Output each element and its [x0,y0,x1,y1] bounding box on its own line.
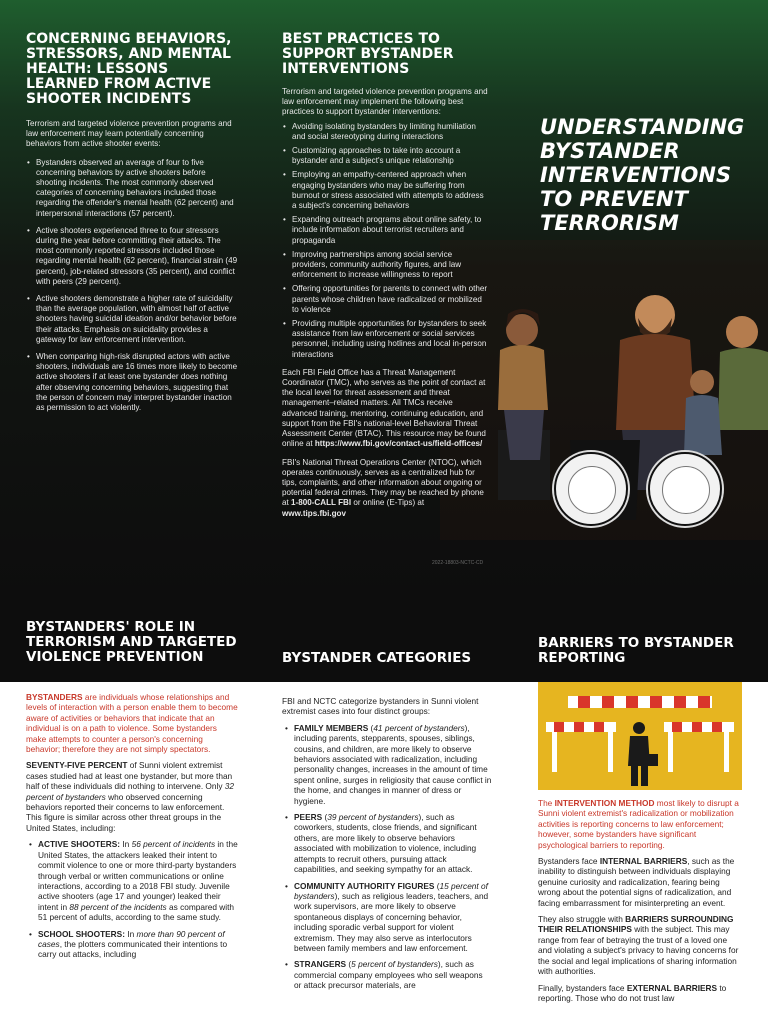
list-item: • Avoiding isolating bystanders by limiting humiliation and social stereotyping during interactions [282,122,488,142]
heading-best-practices: BEST PRACTICES TO SUPPORT BYSTANDER INTERVENTIONS [282,31,454,77]
item-lead: ACTIVE SHOOTERS: [38,839,121,850]
heading-bystander-categories: BYSTANDER CATEGORIES [282,650,472,666]
category-percent: 41 percent of bystanders [373,722,465,733]
intro-best-practices: Terrorism and targeted violence prevention programs and law enforcement may implement the following best practices to support bystander interventions: [282,87,488,117]
heading-barriers: BARRIERS TO BYSTANDER REPORTING [538,635,734,666]
column-concerning-behaviors [26,32,238,420]
term-bystanders: BYSTANDERS [26,692,83,702]
term-intervention-method: INTERVENTION METHOD [554,798,655,808]
item-text-b: , the plotters communicated their intentions to carry out attacks, including [38,938,228,960]
tmc-link[interactable]: https://www.fbi.gov/contact-us/field-offices/ [314,439,483,449]
stat-lead: SEVENTY-FIVE PERCENT [26,760,128,771]
list-item: • Employing an empathy-centered approach when engaging bystanders who may be suffering from burnout or stress associated with attempts to address a subject's concerning behaviors [282,170,488,211]
list-item: • Customizing approaches to take into account a bystander and a subject's unique relationship [282,146,488,166]
item-emphasis-2: 88 percent of the incidents [69,901,167,912]
relationship-barriers-paragraph [538,914,742,976]
intervention-method-paragraph [538,798,742,850]
list-item: • Providing multiple opportunities for bystanders to seek assistance from law enforcement or social services personnel, including using hotlines and local in-person interactions [282,319,488,360]
list-item: • STRANGERS (5 percent of bystanders), such as commercial company employees who sell weapons or attack precursor materials, are [282,959,492,990]
category-name: PEERS [294,812,323,823]
text: They also struggle with [538,914,623,925]
term-internal-barriers: INTERNAL BARRIERS [599,856,688,867]
stat-text-cont: who observed concerning behaviors reported their concerns to law enforcement. This figure is similar across other threat groups in the United States, including: [26,791,225,833]
categories-intro: FBI and NCTC categorize bystanders in Sunni violent extremist cases into four distinct groups: [282,696,479,717]
item-text: In [127,928,135,939]
item-text-c: as compared with 51 percent of adults, according to the same study. [38,901,235,923]
category-list [282,723,492,991]
tmc-paragraph [282,368,488,450]
term-external-barriers: EXTERNAL BARRIERS [626,982,718,993]
category-percent: 39 percent of bystanders [327,812,419,823]
category-percent: 5 percent of bystanders [351,959,438,970]
list-item: • Active shooters demonstrate a higher rate of suicidality than the average population, with almost half of active shooters having suicidal ideation and/or behavior before their attacks. Emphasis on suicidality provides a gateway for law enforcement intervention. [26,294,238,345]
heading-bystanders-role: BYSTANDERS' ROLE IN TERRORISM AND TARGETED VIOLENCE PREVENTION [26,619,237,665]
internal-barriers-paragraph [538,856,742,908]
stat-emphasis: 32 percent of bystanders [26,781,235,802]
external-barriers-paragraph [538,983,742,1004]
text: with the subject. This may range from fear of betraying the trust of a loved one and violating a subject's privacy to having concerns for the social and legal implications of sharing information with authorities. [538,924,739,977]
heading-concerning-behaviors: CONCERNING BEHAVIORS, STRESSORS, AND MENTAL HEALTH: LESSONS LEARNED FROM ACTIVE SHOOTER INCIDENTS [26,31,232,107]
item-emphasis: more than 90 percent of cases [38,928,225,949]
text: The [538,798,553,808]
item-text-b: in the United States, the attackers leaked their intent to commit violence to one or more third-party bystanders through verbal or written communications or online interactions, according to a 2018 FBI study. Juvenile active shooters (age 17 and younger) leaked their intent in [38,839,238,912]
term-relationship-barriers: BARRIERS SURROUNDING THEIR RELATIONSHIPS [538,914,734,935]
list-item: • COMMUNITY AUTHORITY FIGURES (15 percent of bystanders), such as religious leaders, teachers, and work supervisors, are more likely to observe spontaneous displays of concerning behavior, including sporadic verbal support for violent extremism. They may also serve as interlocutors between family members and law enforcement. [282,881,492,954]
text: Finally, bystanders face [538,982,625,993]
list-best-practices [282,122,488,360]
list-item: • Bystanders observed an average of four to five concerning behaviors by active shooters before shooting incidents. The most commonly observed categories of concerning behaviors included those regarding the offender's mental health (62 percent) and interpersonal interactions (57 percent). [26,158,238,219]
document-code: 2022-18803-NCTC-CD [432,560,484,566]
column-bystander-categories [282,696,492,997]
item-text: In [122,839,130,850]
ntoc-text: FBI's National Threat Operations Center (NTOC), which operates continuously, serves as a centralized hub for tips, complaints, and other information about ongoing or potential federal crimes. They may be reached by phone at [282,457,484,508]
text: to reporting. Those who do not trust law [538,982,727,1003]
ntoc-phone[interactable]: 1-800-CALL FBI [291,498,352,508]
bystanders-definition [26,692,238,754]
category-name: FAMILY MEMBERS [294,722,369,733]
category-text: , such as commercial company employees who sell weapons or attack precursor materials, are [294,959,483,991]
list-item [26,929,238,960]
nctc-seal [554,452,628,526]
brochure-title: UNDERSTANDING BYSTANDER INTERVENTIONS TO PREVENT TERRORISM [540,115,745,235]
list-item: • PEERS (39 percent of bystanders), such as coworkers, students, close friends, and significant others, are more likely to observe behaviors associated with mobilization to violence, including attempts to recruit others, pursuing attack capabilities, and seeking sympathy for an attack. [282,812,492,874]
person-center-body [616,334,696,430]
column-barriers [538,798,742,1009]
text: , such as the inability to distinguish between individuals displaying genuine curiosity and radicalization, fearing being wrong about the potential signs of radicalization, and facing embarrassment for misinterpreting an event. [538,856,735,908]
person-child-body [684,395,722,455]
list-item: • Active shooters experienced three to four stressors during the year before committing their attacks. The most commonly reported stressors included those regarding mental health (62 percent), financial strain (49 percent), job-related stressors (35 percent), and conflict with peers (29 percent). [26,226,238,287]
list-concerning-behaviors [26,158,238,414]
threat-group-list [26,839,238,959]
seventy-five-percent-paragraph [26,760,238,833]
intro-concerning-behaviors: Terrorism and targeted violence prevention programs and law enforcement may learn potentially concerning behaviors from active shooter events: [26,119,232,149]
ntoc-mid: or online (E-Tips) at [353,498,425,508]
list-item: • Offering opportunities for parents to connect with other parents whose children have radicalized or mobilized to violence [282,284,488,315]
eagle-icon [568,466,616,514]
category-text: , such as coworkers, students, close friends, and significant others, are more likely to observe behaviors associated with mobilization to violence, including attempts to recruit others, pursuing attack capabilities, and seeking sympathy for an attack. [294,812,477,875]
item-emphasis: 56 percent of incidents [131,839,216,850]
list-item: • When comparing high-risk disrupted actors with active shooters, individuals are 16 times more likely to become active shooters if at least one bystander does nothing after observing concerning behaviors, suggesting that the person of concern may interpret bystander inaction as permission to act violently. [26,352,238,413]
text: Bystanders face [538,856,598,867]
text: most likely to disrupt a Sunni violent extremist's radicalization or mobilization activities is reporting concerns to law enforcement; however, some bystanders have significant psychological barriers to reporting. [538,798,739,850]
list-item [26,839,238,922]
scales-icon [662,466,710,514]
category-name: STRANGERS [294,959,347,970]
tmc-text: Each FBI Field Office has a Threat Management Coordinator (TMC), who serves as the point of contact at the local level for threat assessment and threat management–related matters. All TMCs receive advanced training, mentoring, continuing education, and support from the FBI's national-level Behavioral Threat Assessment Center (BTAC). This resource may be found online at [282,367,486,449]
category-name: COMMUNITY AUTHORITY FIGURES [294,880,435,891]
item-lead: SCHOOL SHOOTERS: [38,928,125,939]
section-header-band [0,596,768,682]
list-item: • Improving partnerships among social service providers, community authority figures, and law enforcement to increase willingness to report [282,250,488,281]
definition-text: are individuals whose relationships and levels of interaction with a person enable them to become aware of activities or behaviors that indicate that an individual is on a path to violence. Some bystanders make attempts to counter a person's concerning behavior; therefore they are not simply spectators. [26,692,238,755]
column-bystanders-role [26,692,238,966]
list-item: • Expanding outreach programs about online safety, to include information about terrorist recruiters and propaganda [282,215,488,246]
person-right-body [718,348,768,430]
ntoc-link[interactable]: www.tips.fbi.gov [282,508,346,518]
category-percent: 15 percent of bystanders [294,880,488,901]
person-left-body [498,345,548,410]
person-left-legs [504,410,544,460]
barrier-illustration [538,682,742,790]
category-text: , such as religious leaders, teachers, and work supervisors, are more likely to observe spontaneous displays of concerning behavior, including sporadic verbal support for violent extremism. They may also serve as interlocutors between family members and law enforcement. [294,890,489,953]
column-best-practices [282,32,488,519]
barricade-icon [538,682,742,790]
person-child-head [690,370,714,394]
ntoc-paragraph [282,458,488,519]
person-right-head [726,316,758,348]
stat-text: of Sunni violent extremist cases studied had at least one bystander, but more than half of these individuals did nothing to intervene. Only [26,760,233,792]
category-text: , including parents, stepparents, spouses, siblings, cousins, and children, are more likely to observe behaviors associated with radicalization, including personality changes, increases in the amount of time spent online, surges in religiosity that cause conflict in the home, and changes in manner of dress or hygiene. [294,722,492,806]
fbi-seal [648,452,722,526]
list-item: • FAMILY MEMBERS (41 percent of bystanders), including parents, stepparents, spouses, siblings, cousins, and children, are more likely to observe behaviors associated with radicalization, including personality changes, increases in the amount of time spent online, surges in religiosity that cause conflict in the home, and changes in manner of dress or hygiene. [282,723,492,806]
